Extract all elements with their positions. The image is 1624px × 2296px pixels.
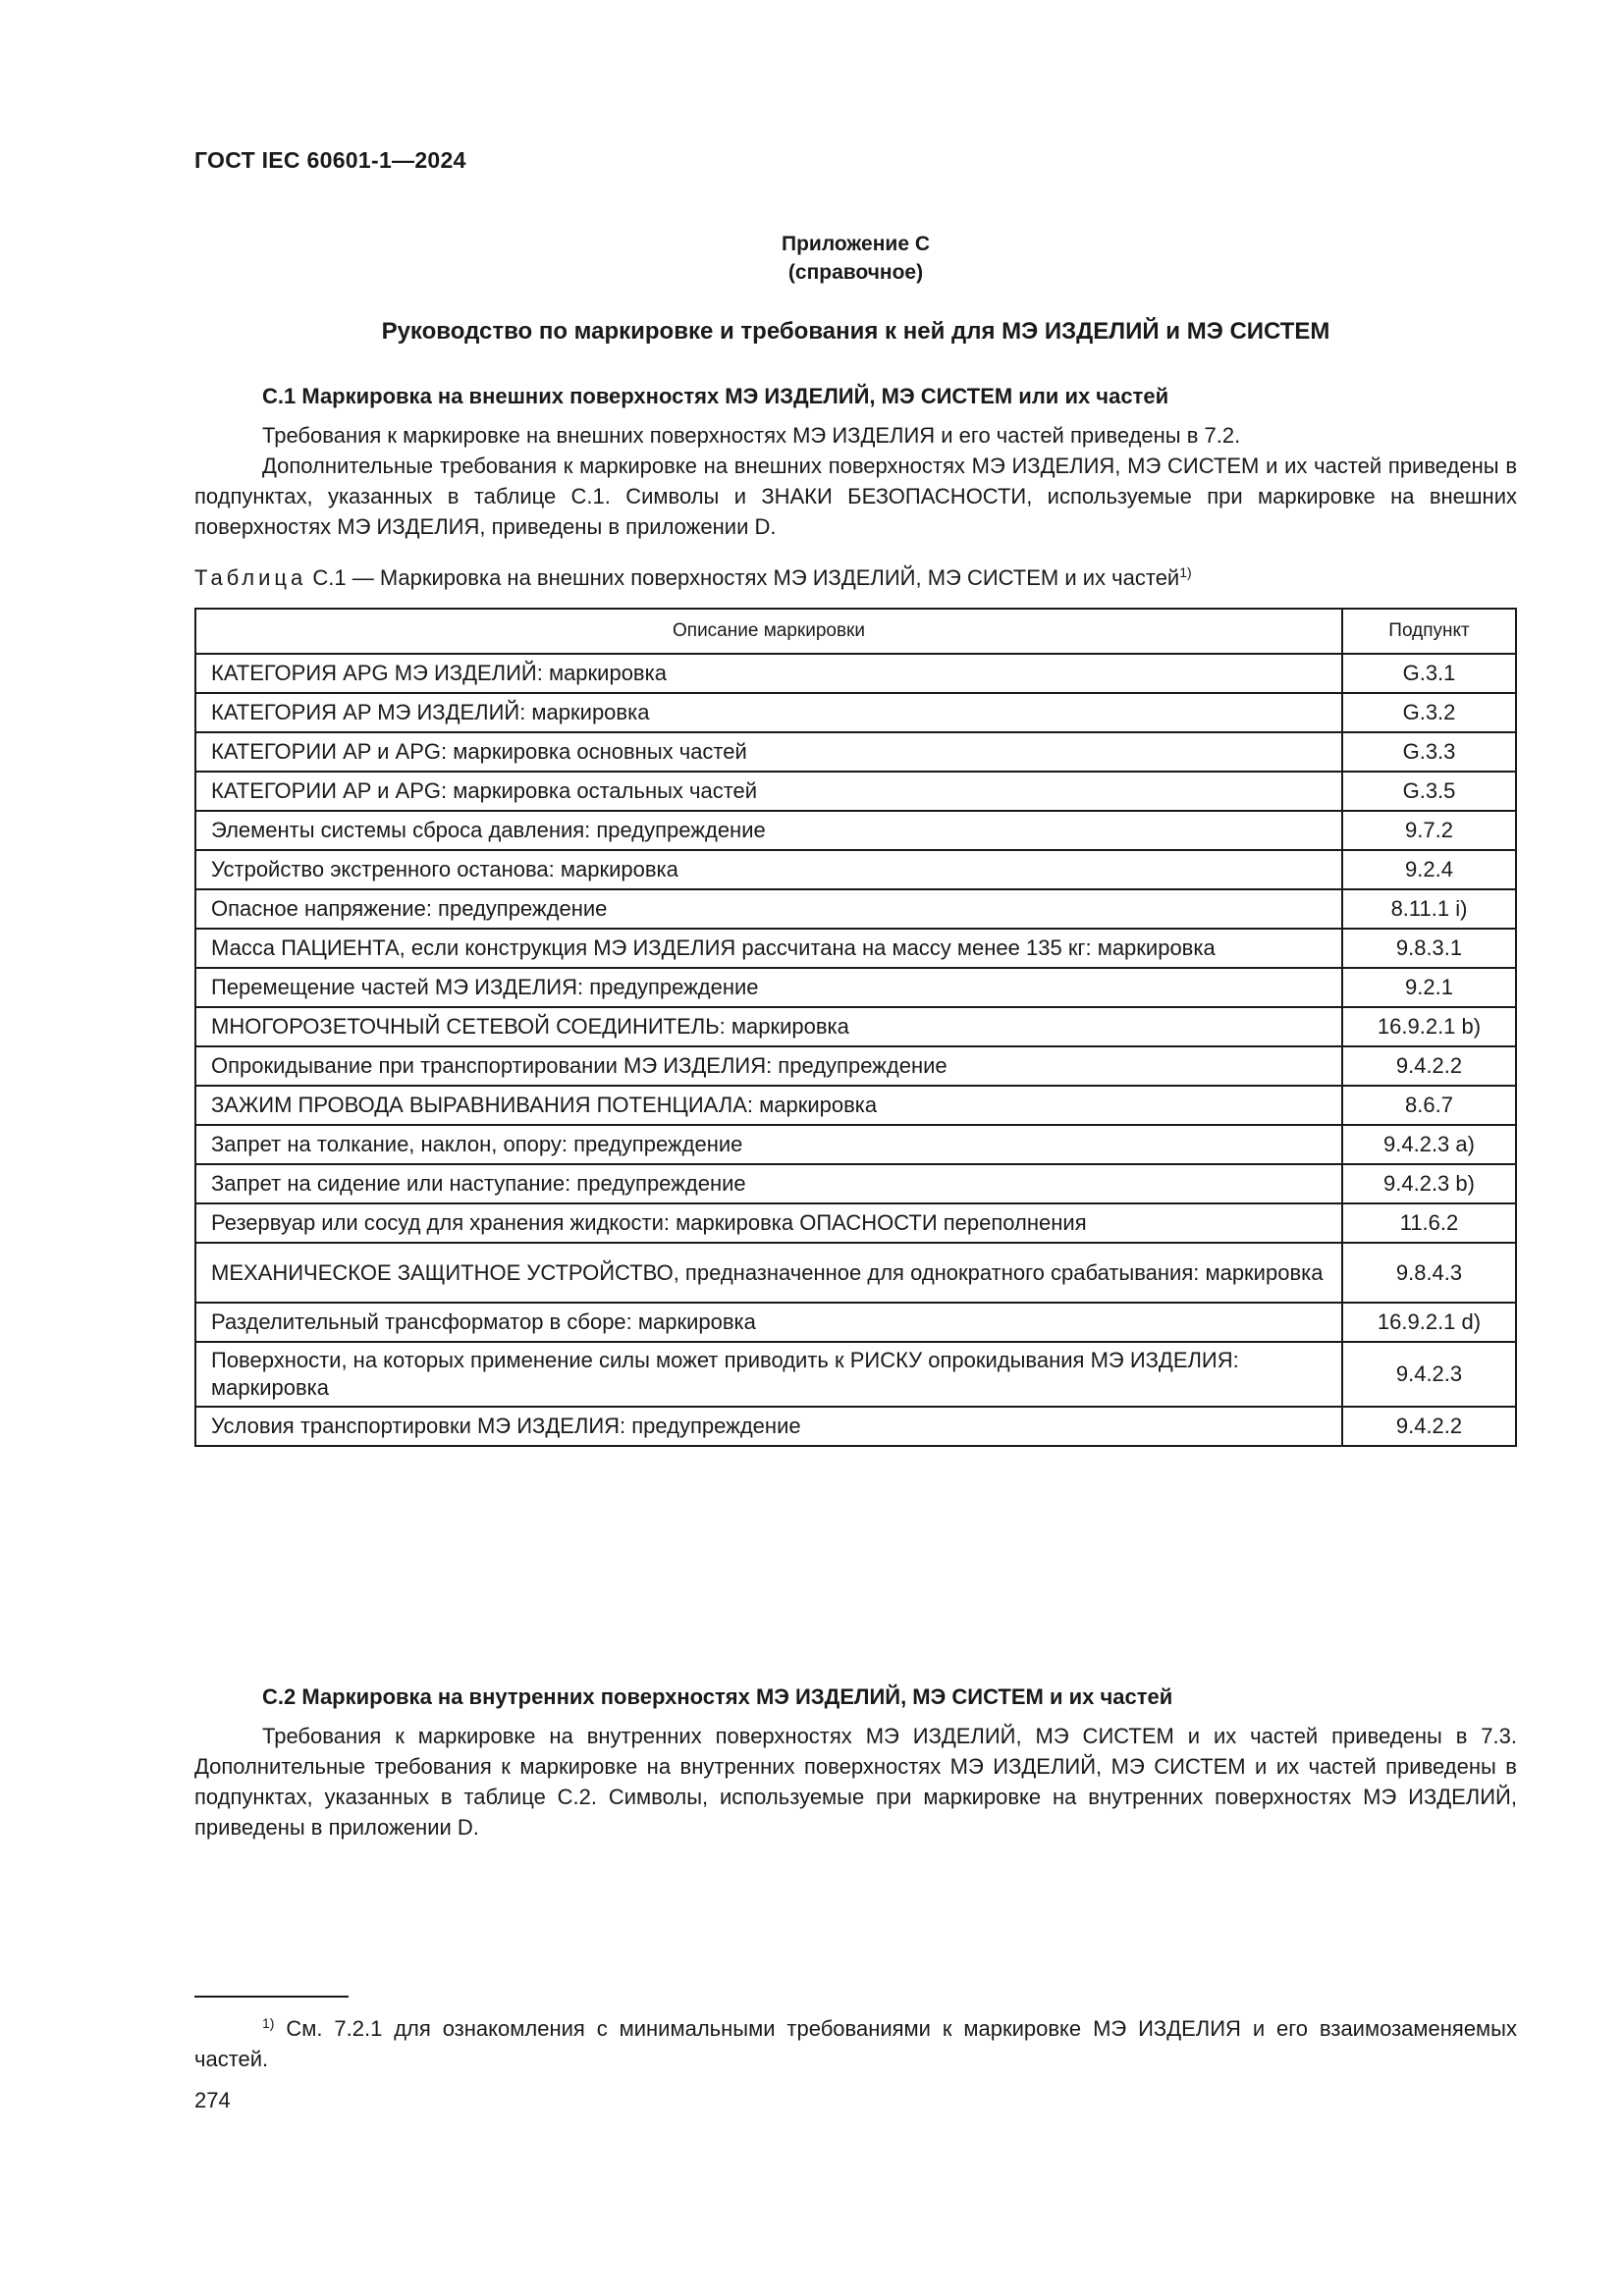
row-clause: G.3.1: [1342, 654, 1516, 693]
row-clause: G.3.3: [1342, 732, 1516, 772]
footnote-mark: 1): [262, 2015, 275, 2031]
table-row: [195, 1303, 1516, 1342]
header-description: Описание маркировки: [195, 609, 1342, 654]
table-row: [195, 732, 1516, 772]
row-description: Резервуар или сосуд для хранения жидкости: маркировка ОПАСНОСТИ переполнения: [195, 1203, 1342, 1243]
row-description: МНОГОРОЗЕТОЧНЫЙ СЕТЕВОЙ СОЕДИНИТЕЛЬ: маркировка: [195, 1007, 1342, 1046]
table-row: [195, 693, 1516, 732]
table-row: [195, 772, 1516, 811]
row-clause: 9.2.4: [1342, 850, 1516, 889]
row-clause: 9.7.2: [1342, 811, 1516, 850]
table-row: [195, 1342, 1516, 1407]
row-description: Масса ПАЦИЕНТА, если конструкция МЭ ИЗДЕЛИЯ рассчитана на массу менее 135 кг: маркировка: [195, 929, 1342, 968]
section-c1-paragraph-1: Требования к маркировке на внешних поверхностях МЭ ИЗДЕЛИЯ и его частей приведены в 7.2.: [262, 423, 1241, 448]
row-clause: 9.4.2.3: [1342, 1342, 1516, 1407]
row-clause: 8.11.1 i): [1342, 889, 1516, 929]
annex-label: Приложение С: [781, 233, 930, 255]
row-clause: 9.4.2.2: [1342, 1046, 1516, 1086]
table-row: [195, 654, 1516, 693]
marking-table: [194, 608, 1517, 1447]
table-body: [195, 654, 1516, 1446]
row-description: Перемещение частей МЭ ИЗДЕЛИЯ: предупреждение: [195, 968, 1342, 1007]
row-description: КАТЕГОРИЯ AP МЭ ИЗДЕЛИЙ: маркировка: [195, 693, 1342, 732]
row-clause: 9.8.3.1: [1342, 929, 1516, 968]
section-c2-heading: С.2 Маркировка на внутренних поверхностях МЭ ИЗДЕЛИЙ, МЭ СИСТЕМ и их частей: [262, 1684, 1173, 1709]
table-caption: [194, 564, 1192, 591]
table-row: [195, 1086, 1516, 1125]
table-row: [195, 889, 1516, 929]
row-description: Запрет на сидение или наступание: предупреждение: [195, 1164, 1342, 1203]
section-c1-paragraph-2: Дополнительные требования к маркировке на внешних поверхностях МЭ ИЗДЕЛИЯ, МЭ СИСТЕМ и их частей приведены в подпунктах, указанных в таблице С.1. Символы и ЗНАКИ БЕЗОПАСНОСТИ, используемые при маркировке на внешних поверхностях МЭ ИЗДЕЛИЯ, приведены в приложении D.: [194, 454, 1517, 539]
table-row: [195, 1046, 1516, 1086]
table-row: [195, 1164, 1516, 1203]
row-description: КАТЕГОРИЯ APG МЭ ИЗДЕЛИЙ: маркировка: [195, 654, 1342, 693]
row-description: ЗАЖИМ ПРОВОДА ВЫРАВНИВАНИЯ ПОТЕНЦИАЛА: маркировка: [195, 1086, 1342, 1125]
footnote-divider: [194, 1996, 349, 1998]
section-c1-heading: С.1 Маркировка на внешних поверхностях МЭ ИЗДЕЛИЙ, МЭ СИСТЕМ или их частей: [262, 384, 1169, 408]
row-description: Опасное напряжение: предупреждение: [195, 889, 1342, 929]
row-description: Условия транспортировки МЭ ИЗДЕЛИЯ: предупреждение: [195, 1407, 1342, 1446]
footnote-text: См. 7.2.1 для ознакомления с минимальными требованиями к маркировке МЭ ИЗДЕЛИЯ и его взаимозаменяемых частей.: [194, 2016, 1517, 2071]
section-c2-paragraph: Требования к маркировке на внутренних поверхностях МЭ ИЗДЕЛИЙ, МЭ СИСТЕМ и их частей приведены в 7.3. Дополнительные требования к маркировке на внутренних поверхностях МЭ ИЗДЕЛИЙ, МЭ СИСТЕМ и их частей приведены в подпунктах, указанных в таблице С.2. Символы, используемые при маркировке на внутренних поверхностях МЭ ИЗДЕЛИЙ, приведены в приложении D.: [194, 1724, 1517, 1840]
table-caption-footnote-mark: 1): [1179, 564, 1192, 580]
row-clause: G.3.5: [1342, 772, 1516, 811]
table-header-row: [195, 609, 1516, 654]
row-clause: G.3.2: [1342, 693, 1516, 732]
row-clause: 9.8.4.3: [1342, 1243, 1516, 1303]
row-clause: 9.4.2.3 b): [1342, 1164, 1516, 1203]
table-row: [195, 1243, 1516, 1303]
table-row: [195, 1203, 1516, 1243]
table-row: [195, 929, 1516, 968]
annex-type: (справочное): [787, 261, 924, 284]
row-description: Устройство экстренного останова: маркировка: [195, 850, 1342, 889]
table-caption-text: С.1 — Маркировка на внешних поверхностях МЭ ИЗДЕЛИЙ, МЭ СИСТЕМ и их частей: [312, 565, 1180, 590]
annex-title: Руководство по маркировке и требования к ней для МЭ ИЗДЕЛИЙ и МЭ СИСТЕМ: [381, 318, 1330, 345]
row-description: Опрокидывание при транспортировании МЭ ИЗДЕЛИЯ: предупреждение: [195, 1046, 1342, 1086]
table-row: [195, 1125, 1516, 1164]
row-clause: 11.6.2: [1342, 1203, 1516, 1243]
row-description: Поверхности, на которых применение силы может приводить к РИСКУ опрокидывания МЭ ИЗДЕЛИЯ: маркировка: [195, 1342, 1342, 1407]
row-description: КАТЕГОРИИ AP и APG: маркировка остальных частей: [195, 772, 1342, 811]
table-row: [195, 1007, 1516, 1046]
table-caption-prefix: Таблица: [194, 565, 307, 590]
table-row: [195, 850, 1516, 889]
page-number: 274: [194, 2088, 231, 2112]
row-description: Разделительный трансформатор в сборе: маркировка: [195, 1303, 1342, 1342]
row-clause: 8.6.7: [1342, 1086, 1516, 1125]
row-clause: 16.9.2.1 d): [1342, 1303, 1516, 1342]
standard-header: ГОСТ IEC 60601-1—2024: [194, 147, 466, 173]
row-clause: 16.9.2.1 b): [1342, 1007, 1516, 1046]
row-description: Элементы системы сброса давления: предупреждение: [195, 811, 1342, 850]
footnote: [194, 2008, 1517, 2074]
header-clause: Подпункт: [1342, 609, 1516, 654]
table-row: [195, 811, 1516, 850]
annex-label-block: [194, 230, 1517, 287]
row-clause: 9.4.2.3 a): [1342, 1125, 1516, 1164]
table-row: [195, 968, 1516, 1007]
row-description: Запрет на толкание, наклон, опору: предупреждение: [195, 1125, 1342, 1164]
row-clause: 9.4.2.2: [1342, 1407, 1516, 1446]
row-description: МЕХАНИЧЕСКОЕ ЗАЩИТНОЕ УСТРОЙСТВО, предназначенное для однократного срабатывания: маркировка: [195, 1243, 1342, 1303]
table-row: [195, 1407, 1516, 1446]
row-clause: 9.2.1: [1342, 968, 1516, 1007]
row-description: КАТЕГОРИИ AP и APG: маркировка основных частей: [195, 732, 1342, 772]
